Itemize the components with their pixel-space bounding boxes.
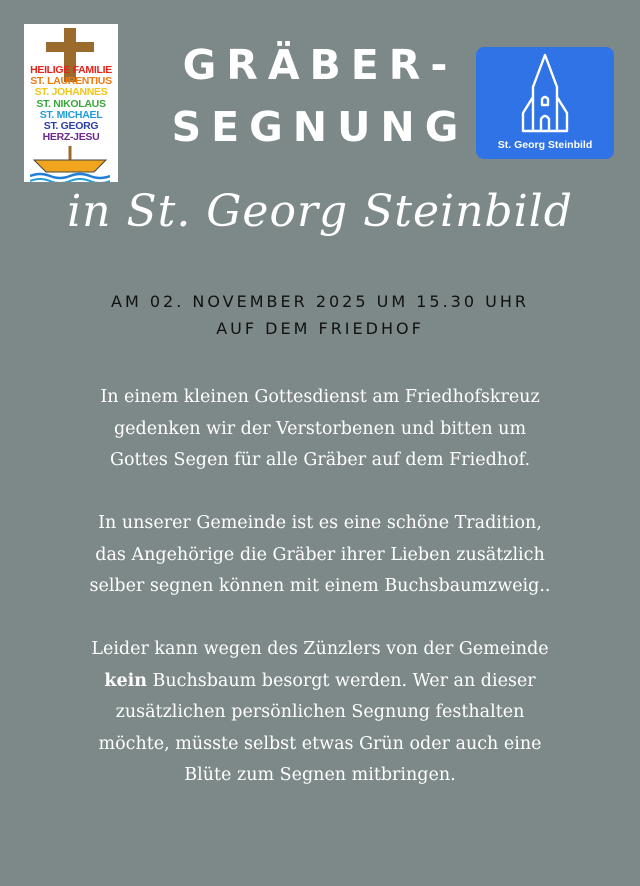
parish-name: HEILIGE FAMILIE <box>30 64 112 76</box>
event-date <box>0 288 640 342</box>
body-line: das Angehörige die Gräber ihrer Lieben zusätzlich <box>95 544 545 565</box>
parish-names <box>24 65 118 143</box>
body-line: selber segnen können mit einem Buchsbaumzweig.. <box>89 576 551 596</box>
cross-bar <box>46 42 94 52</box>
body-line: Blüte zum Segnen mitbringen. <box>184 765 456 785</box>
body-line <box>30 666 610 698</box>
event-date-line: AM 02. NOVEMBER 2025 UM 15.30 UHR <box>111 292 529 311</box>
body-line: zusätzlichen persönlichen Segnung festhalten <box>115 702 525 722</box>
subtitle: in St. Georg Steinbild <box>67 186 573 237</box>
church-logo-label: St. Georg Steinbild <box>497 139 593 151</box>
body-text <box>30 382 610 823</box>
body-line: Leider kann wegen des Zünzlers von der Gemeinde <box>91 639 549 659</box>
headline <box>140 34 500 158</box>
emphasis-word: kein <box>104 670 147 691</box>
body-line: In unserer Gemeinde ist es eine schöne Tradition, <box>98 513 542 533</box>
parish-name: ST. GEORG <box>43 120 99 133</box>
boat-icon <box>30 146 110 182</box>
parish-name: ST. NIKOLAUS <box>36 97 106 110</box>
parish-name: ST. MICHAEL <box>39 108 103 121</box>
paragraph-3 <box>30 634 610 792</box>
church-logo <box>476 47 614 159</box>
event-location-line: AUF DEM FRIEDHOF <box>216 319 424 338</box>
headline-line-2: SEGNUNG <box>171 103 469 151</box>
paragraph-1 <box>30 382 610 477</box>
headline-line-1: GRÄBER- <box>182 41 458 89</box>
parish-name: HERZ-JESU <box>42 131 100 144</box>
body-line-rest: Buchsbaum besorgt werden. Wer an dieser <box>146 670 536 691</box>
church-icon <box>520 53 570 137</box>
parish-name: ST. JOHANNES <box>34 86 108 99</box>
body-line: gedenken wir der Verstorbenen und bitten um <box>113 418 527 439</box>
parish-name: ST. LAURENTIUS <box>30 75 112 88</box>
body-line: In einem kleinen Gottesdienst am Friedhofskreuz <box>100 387 540 407</box>
body-line: Gottes Segen für alle Gräber auf dem Friedhof. <box>109 450 531 470</box>
paragraph-2 <box>30 508 610 603</box>
body-line: möchte, müsste selbst etwas Grün oder auch eine <box>98 733 542 754</box>
parish-logo <box>24 24 118 182</box>
